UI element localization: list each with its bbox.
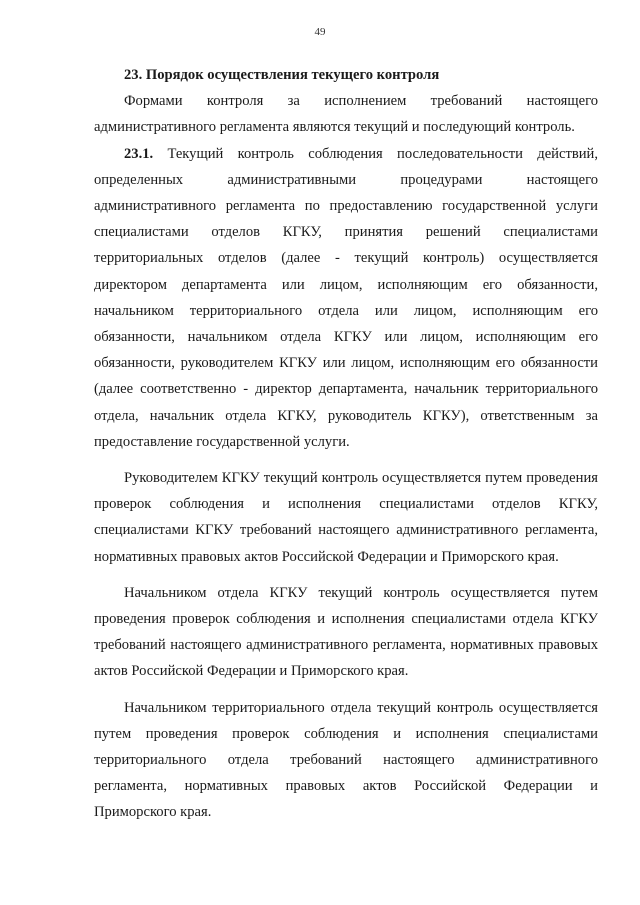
paragraph-territorial-head-control: Начальником территориального отдела текущий контроль осуществляется путем проведения проверок соблюдения и исполнения специалистами территориального отдела требований настоящего административного регламента, нормативных правовых актов Российской Федерации и Приморского края. <box>94 699 598 821</box>
subsection-number: 23.1. <box>124 145 154 162</box>
subsection-text: Текущий контроль соблюдения последовательности действий, определенных административными процедурами настоящего административного регламента по предоставлению государственной услуги специалистами отделов КГКУ, принятия решений специалистами территориальных отделов (далее - текущий контроль) осуществляется директором департамента или лицом, исполняющим его обязанности, начальником территориального отдела или лицом, исполняющим его обязанности, начальником отдела КГКУ или лицом, исполняющим его обязанности, руководителем КГКУ или лицом, исполняющим его обязанности (далее соответственно - директор департамента, начальник территориального отдела, начальник отдела КГКУ, руководитель КГКУ), ответственным за предоставление государственной услуги. <box>94 145 598 450</box>
section-heading: 23. Порядок осуществления текущего контроля <box>124 67 440 83</box>
paragraph-gap <box>94 455 598 465</box>
document-body <box>94 62 598 826</box>
page-number: 49 <box>314 26 326 38</box>
paragraph-gap <box>94 570 598 580</box>
subsection-paragraph <box>94 141 598 455</box>
intro-paragraph: Формами контроля за исполнением требований настоящего административного регламента являются текущий и последующий контроль. <box>94 93 598 136</box>
paragraph-gap <box>94 685 598 695</box>
paragraph-department-head-control: Начальником отдела КГКУ текущий контроль осуществляется путем проведения проверок соблюдения и исполнения специалистами отдела КГКУ требований настоящего административного регламента, нормативных правовых актов Российской Федерации и Приморского края. <box>94 584 598 680</box>
paragraph-director-control: Руководителем КГКУ текущий контроль осуществляется путем проведения проверок соблюдения и исполнения специалистами отделов КГКУ, специалистами КГКУ требований настоящего административного регламента, нормативных правовых актов Российской Федерации и Приморского края. <box>94 470 598 565</box>
